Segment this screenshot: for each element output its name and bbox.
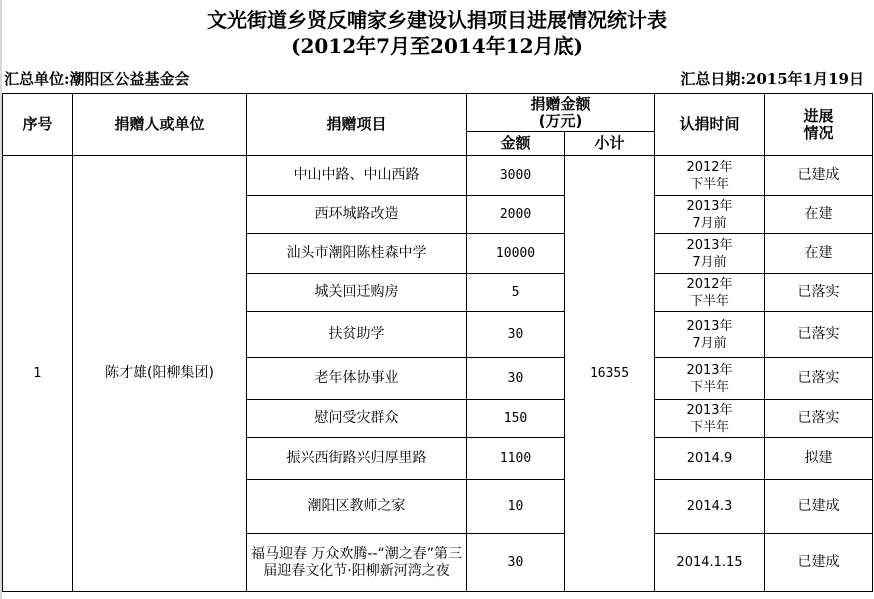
cell-project: 扶贫助学 bbox=[247, 312, 467, 358]
cell-donor: 陈才雄(阳柳集团) bbox=[73, 156, 247, 592]
header-amount-group: 捐赠金额 (万元) bbox=[467, 94, 655, 132]
cell-amount: 1100 bbox=[467, 438, 565, 480]
header-time: 认捐时间 bbox=[655, 94, 765, 156]
cell-status: 已落实 bbox=[765, 358, 873, 400]
cell-project: 西环城路改造 bbox=[247, 196, 467, 234]
cell-amount: 10000 bbox=[467, 234, 565, 274]
cell-amount: 3000 bbox=[467, 156, 565, 196]
donation-table bbox=[2, 93, 873, 592]
cell-status: 拟建 bbox=[765, 438, 873, 480]
cell-project: 慰问受灾群众 bbox=[247, 400, 467, 438]
cell-project: 城关回迁购房 bbox=[247, 274, 467, 312]
cell-project: 振兴西街路兴归厚里路 bbox=[247, 438, 467, 480]
cell-project: 潮阳区教师之家 bbox=[247, 480, 467, 534]
cell-amount: 30 bbox=[467, 358, 565, 400]
cell-status: 已建成 bbox=[765, 534, 873, 592]
cell-time: 2012年 下半年 bbox=[655, 274, 765, 312]
cell-subtotal: 16355 bbox=[565, 156, 655, 592]
header-amount: 金额 bbox=[467, 132, 565, 156]
cell-project: 福马迎春 万众欢腾--“潮之春”第三届迎春文化节·阳柳新河湾之夜 bbox=[247, 534, 467, 592]
cell-status: 在建 bbox=[765, 234, 873, 274]
cell-time: 2013年 7月前 bbox=[655, 312, 765, 358]
cell-amount: 150 bbox=[467, 400, 565, 438]
header-project: 捐赠项目 bbox=[247, 94, 467, 156]
cell-time: 2013年 7月前 bbox=[655, 234, 765, 274]
cell-status: 在建 bbox=[765, 196, 873, 234]
cell-seq: 1 bbox=[3, 156, 73, 592]
cell-amount: 30 bbox=[467, 534, 565, 592]
cell-project: 中山中路、中山西路 bbox=[247, 156, 467, 196]
cell-status: 已建成 bbox=[765, 480, 873, 534]
cell-amount: 30 bbox=[467, 312, 565, 358]
cell-amount: 5 bbox=[467, 274, 565, 312]
header-seq: 序号 bbox=[3, 94, 73, 156]
cell-project: 老年体协事业 bbox=[247, 358, 467, 400]
cell-time: 2013年 7月前 bbox=[655, 196, 765, 234]
cell-time: 2012年 下半年 bbox=[655, 156, 765, 196]
cell-project: 汕头市潮阳陈桂森中学 bbox=[247, 234, 467, 274]
cell-time: 2014.3 bbox=[655, 480, 765, 534]
header-status: 进展 情况 bbox=[765, 94, 873, 156]
cell-status: 已建成 bbox=[765, 156, 873, 196]
table-row bbox=[3, 156, 873, 196]
summary-unit: 汇总单位:潮阳区公益基金会 bbox=[4, 70, 190, 88]
cell-status: 已落实 bbox=[765, 274, 873, 312]
cell-status: 已落实 bbox=[765, 400, 873, 438]
cell-time: 2014.1.15 bbox=[655, 534, 765, 592]
cell-time: 2014.9 bbox=[655, 438, 765, 480]
sheet-title: 文光街道乡贤反哺家乡建设认捐项目进展情况统计表 bbox=[207, 8, 667, 32]
sheet-subtitle: (2012年7月至2014年12月底) bbox=[290, 34, 583, 58]
cell-time: 2013年 下半年 bbox=[655, 400, 765, 438]
cell-amount: 2000 bbox=[467, 196, 565, 234]
cell-status: 已落实 bbox=[765, 312, 873, 358]
cell-time: 2013年 下半年 bbox=[655, 358, 765, 400]
summary-date: 汇总日期:2015年1月19日 bbox=[680, 70, 864, 88]
header-subtotal: 小计 bbox=[565, 132, 655, 156]
cell-amount: 10 bbox=[467, 480, 565, 534]
header-donor: 捐赠人或单位 bbox=[73, 94, 247, 156]
